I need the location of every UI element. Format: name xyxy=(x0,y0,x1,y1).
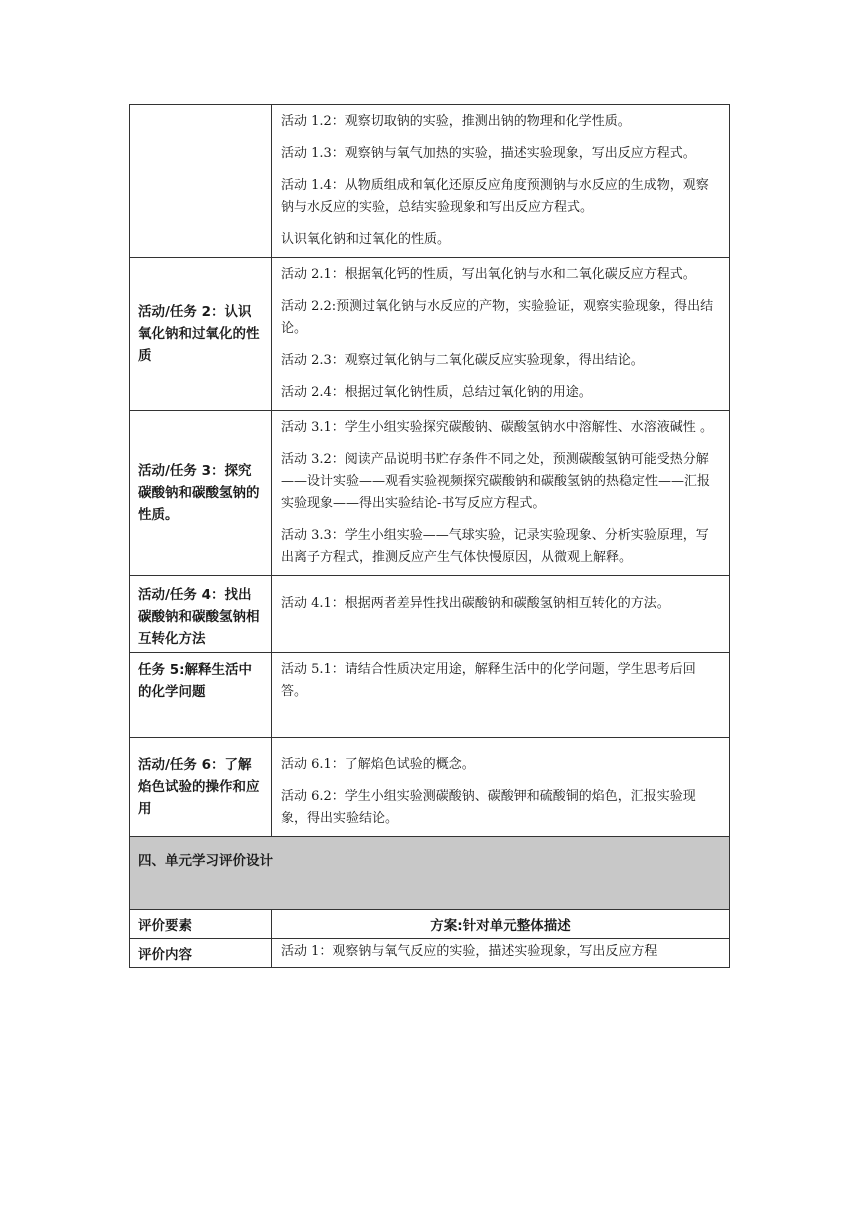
eval-content-right-cell xyxy=(272,939,730,968)
task-label: 活动/任务 4：找出碳酸钠和碳酸氢钠相互转化方法 xyxy=(138,587,260,647)
unit-design-table xyxy=(129,104,730,968)
activity-text: 活动 1.2：观察切取钠的实验，推测出钠的物理和化学性质。 xyxy=(281,114,631,129)
activity-cell xyxy=(272,738,730,837)
task-cell xyxy=(130,576,272,653)
activity-text: 活动 3.1：学生小组实验探究碳酸钠、碳酸氢钠水中溶解性、水溶液碱性 。 xyxy=(281,420,713,435)
activity-text: 活动 3.3：学生小组实验——气球实验，记录实验现象、分析实验原理，写出离子方程式，推测反应产生气体快慢原因，从微观上解释。 xyxy=(281,528,709,565)
activity-text: 活动 6.2：学生小组实验测碳酸钠、碳酸钾和硫酸铜的焰色，汇报实验现象，得出实验结论。 xyxy=(281,789,696,826)
table-row xyxy=(130,411,730,576)
table-row xyxy=(130,258,730,411)
table-row xyxy=(130,939,730,968)
activity-text: 活动 1.3：观察钠与氧气加热的实验，描述实验现象，写出反应方程式。 xyxy=(281,146,696,161)
table-row xyxy=(130,910,730,939)
table-row xyxy=(130,105,730,258)
section-cell xyxy=(130,837,730,910)
task-label: 任务 5:解释生活中的化学问题 xyxy=(138,662,252,700)
activity-text: 活动 2.4：根据过氧化钠性质，总结过氧化钠的用途。 xyxy=(281,385,592,400)
eval-content-text: 活动 1：观察钠与氧气反应的实验，描述实验现象，写出反应方程 xyxy=(281,944,658,959)
eval-header-left-cell xyxy=(130,910,272,939)
task-cell xyxy=(130,258,272,411)
task-cell xyxy=(130,411,272,576)
task-cell xyxy=(130,105,272,258)
table-row xyxy=(130,576,730,653)
section-row xyxy=(130,837,730,910)
section-title: 四、单元学习评价设计 xyxy=(138,853,273,869)
eval-scheme-header: 方案:针对单元整体描述 xyxy=(430,918,571,934)
activity-text: 活动 2.2:预测过氧化钠与水反应的产物，实验验证，观察实验现象，得出结论。 xyxy=(281,299,714,336)
eval-header-right-cell xyxy=(272,910,730,939)
eval-element-header: 评价要素 xyxy=(138,918,192,934)
eval-content-label: 评价内容 xyxy=(138,947,192,963)
table-row xyxy=(130,738,730,837)
activity-cell xyxy=(272,258,730,411)
task-label: 活动/任务 6：了解焰色试验的操作和应用 xyxy=(138,757,260,817)
activity-text: 活动 6.1：了解焰色试验的概念。 xyxy=(281,757,475,772)
activity-text: 活动 3.2：阅读产品说明书贮存条件不同之处，预测碳酸氢钠可能受热分解——设计实验——观看实验视频探究碳酸钠和碳酸氢钠的热稳定性——汇报实验现象——得出实验结论-书写反应方程式。 xyxy=(281,452,711,511)
task-label: 活动/任务 3：探究碳酸钠和碳酸氢钠的性质。 xyxy=(138,463,260,523)
activity-cell xyxy=(272,411,730,576)
activity-cell xyxy=(272,576,730,653)
activity-text: 认识氧化钠和过氧化的性质。 xyxy=(281,232,451,247)
activity-text: 活动 1.4：从物质组成和氧化还原反应角度预测钠与水反应的生成物，观察钠与水反应的实验，总结实验现象和写出反应方程式。 xyxy=(281,178,709,215)
activity-text: 活动 5.1：请结合性质决定用途，解释生活中的化学问题，学生思考后回答。 xyxy=(281,662,696,699)
activity-text: 活动 2.3：观察过氧化钠与二氧化碳反应实验现象，得出结论。 xyxy=(281,353,644,368)
activity-text: 活动 4.1：根据两者差异性找出碳酸钠和碳酸氢钠相互转化的方法。 xyxy=(281,596,670,611)
eval-content-left-cell xyxy=(130,939,272,968)
activity-cell xyxy=(272,653,730,738)
activity-cell xyxy=(272,105,730,258)
task-cell xyxy=(130,653,272,738)
task-label: 活动/任务 2：认识氧化钠和过氧化的性质 xyxy=(138,304,260,364)
table-row xyxy=(130,653,730,738)
task-cell xyxy=(130,738,272,837)
activity-text: 活动 2.1：根据氧化钙的性质，写出氧化钠与水和二氧化碳反应方程式。 xyxy=(281,267,696,282)
